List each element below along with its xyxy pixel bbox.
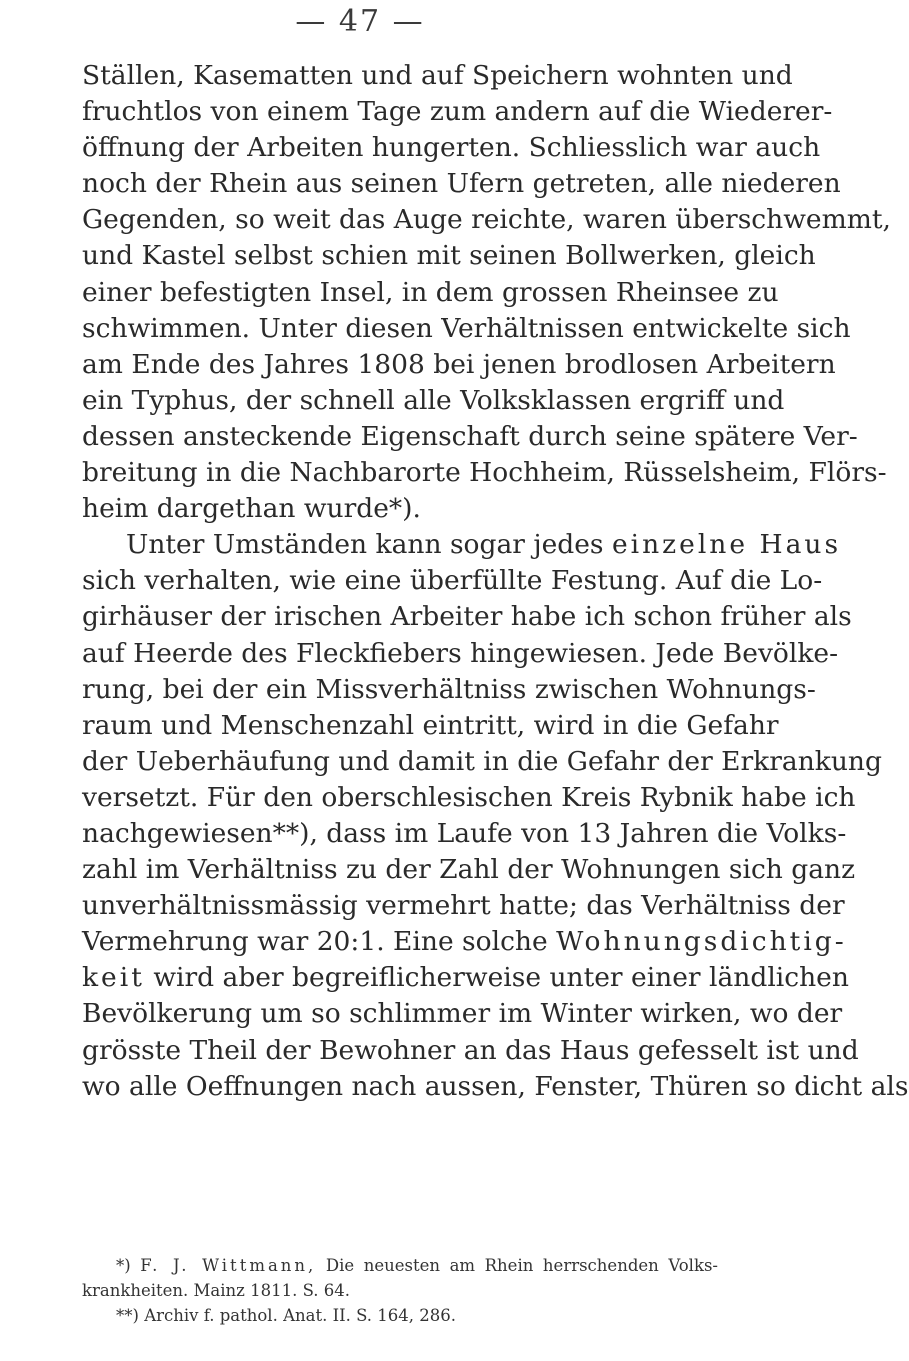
text-line: raum und Menschenzahl eintritt, wird in die Gefahr bbox=[82, 709, 779, 741]
emphasized-text: einzelne Haus bbox=[611, 529, 842, 561]
text-line: schwimmen. Unter diesen Verhältnissen entwickelte sich bbox=[82, 312, 851, 344]
text-line: Bevölkerung um so schlimmer im Winter wirken, wo der bbox=[82, 998, 843, 1030]
footnote-text: Archiv f. pathol. Anat. II. S. 164, 286. bbox=[144, 1306, 457, 1325]
text-line: grösste Theil der Bewohner an das Haus gefesselt ist und bbox=[82, 1034, 859, 1066]
text-segment: Vermehrung war 20:1. Eine solche bbox=[82, 926, 548, 958]
text-line: sich verhalten, wie eine überfüllte Festung. Auf die Lo- bbox=[82, 565, 823, 597]
footnote-1-continued: krankheiten. Mainz 1811. S. 64. bbox=[82, 1281, 351, 1300]
text-line: Gegenden, so weit das Auge reichte, waren überschwemmt, bbox=[82, 204, 891, 236]
text-line: nachgewiesen**), dass im Laufe von 13 Jahren die Volks- bbox=[82, 817, 847, 849]
text-line: noch der Rhein aus seinen Ufern getreten, alle niederen bbox=[82, 168, 841, 200]
footnote-text: Die neuesten am Rhein herrschenden Volks- bbox=[325, 1256, 718, 1275]
text-line: öffnung der Arbeiten hungerten. Schliesslich war auch bbox=[82, 132, 821, 164]
page-number: — 47 — bbox=[295, 4, 425, 39]
body-text bbox=[82, 58, 909, 1105]
text-line: auf Heerde des Fleckfiebers hingewiesen. Jede Bevölke- bbox=[82, 637, 839, 669]
text-line: fruchtlos von einem Tage zum andern auf die Wiederer- bbox=[82, 96, 833, 128]
footnotes bbox=[82, 1253, 718, 1328]
text-line bbox=[82, 924, 847, 960]
text-line: und Kastel selbst schien mit seinen Bollwerken, gleich bbox=[82, 240, 816, 272]
text-line: versetzt. Für den oberschlesischen Kreis Rybnik habe ich bbox=[82, 781, 856, 813]
text-segment: Unter Umständen kann sogar jedes bbox=[126, 529, 604, 561]
text-line: heim dargethan wurde*). bbox=[82, 493, 421, 525]
footnote-1 bbox=[82, 1253, 718, 1278]
text-line: dessen ansteckende Eigenschaft durch seine spätere Ver- bbox=[82, 420, 858, 452]
text-line bbox=[82, 960, 849, 996]
emphasized-text: keit bbox=[82, 962, 145, 994]
text-line: Ställen, Kasematten und auf Speichern wohnten und bbox=[82, 60, 793, 91]
text-segment: wird aber begreiflicherweise unter einer ländlichen bbox=[153, 962, 849, 994]
text-line: girhäuser der irischen Arbeiter habe ich schon früher als bbox=[82, 601, 852, 633]
emphasized-text: Wohnungsdichtig- bbox=[556, 926, 847, 958]
text-line: einer befestigten Insel, in dem grossen Rheinsee zu bbox=[82, 276, 779, 308]
text-line: am Ende des Jahres 1808 bei jenen brodlosen Arbeitern bbox=[82, 348, 836, 380]
text-line bbox=[82, 527, 842, 563]
text-line: unverhältnissmässig vermehrt hatte; das Verhältniss der bbox=[82, 890, 845, 922]
text-line: wo alle Oeffnungen nach aussen, Fenster, Thüren so dicht als bbox=[82, 1070, 909, 1102]
text-line: der Ueberhäufung und damit in die Gefahr der Erkrankung bbox=[82, 745, 882, 777]
footnote-2 bbox=[82, 1303, 718, 1328]
text-line: zahl im Verhältniss zu der Zahl der Wohnungen sich ganz bbox=[82, 854, 856, 886]
text-line: rung, bei der ein Missverhältniss zwischen Wohnungs- bbox=[82, 673, 816, 705]
text-line: ein Typhus, der schnell alle Volksklassen ergriff und bbox=[82, 384, 785, 416]
footnote-marker: *) bbox=[116, 1256, 131, 1275]
text-line: breitung in die Nachbarorte Hochheim, Rüsselsheim, Flörs- bbox=[82, 457, 887, 489]
footnote-marker: **) bbox=[116, 1306, 139, 1325]
footnote-author: F. J. Wittmann, bbox=[140, 1256, 317, 1275]
